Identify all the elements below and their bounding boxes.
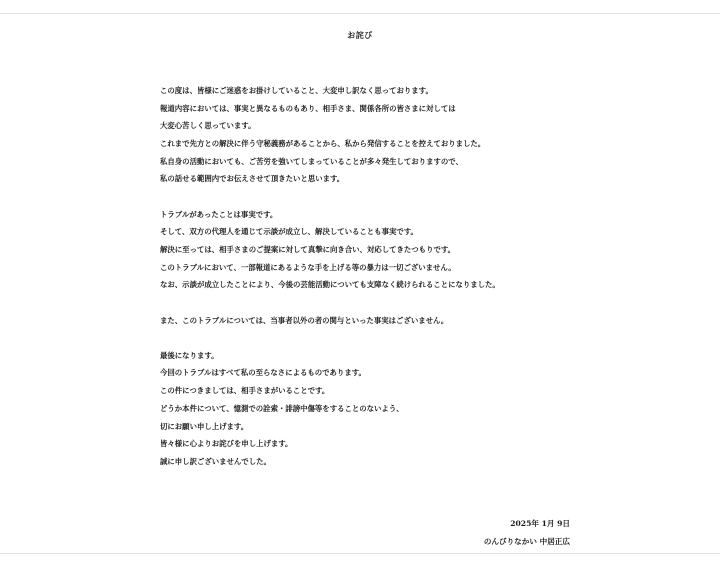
text-line: 解決に至っては、相手さまのご提案に対して真摯に向き合い、対応してきたつもりです。 bbox=[160, 245, 456, 254]
text-line: 今回のトラブルはすべて私の至らなさによるものであります。 bbox=[160, 368, 366, 378]
text-line: 私の話せる範囲内でお伝えさせて頂きたいと思います。 bbox=[160, 174, 345, 184]
text-line: 切にお願い申し上げます。 bbox=[160, 421, 249, 431]
text-line: 誠に申し訳ございませんでした。 bbox=[160, 456, 271, 466]
text-line: そして、双方の代理人を通じて示談が成立し、解決していることも事実です。 bbox=[160, 227, 418, 237]
text-line: 報道内容においては、事実と異なるものもあり、相手さま、関係各所の皆さまに対しては bbox=[160, 103, 456, 113]
text-line: なお、示談が成立したことにより、今後の芸能活動についても支障なく続けられることになりました。 bbox=[160, 280, 500, 290]
text-line: これまで先方との解決に伴う守秘義務があることから、私から発信することを控えておりました。 bbox=[160, 139, 486, 149]
text-line: この件につきましては、相手さまがいることです。 bbox=[160, 386, 330, 396]
text-line: 最後になります。 bbox=[160, 350, 219, 360]
paragraph-1 bbox=[160, 82, 590, 188]
paragraph-4 bbox=[160, 347, 590, 471]
text-line: どうか本件について、憶測での詮索・誹謗中傷等をすることのないよう、 bbox=[160, 403, 404, 413]
text-line: また、このトラブルについては、当事者以外の者の関与といった事実はございません。 bbox=[160, 315, 449, 325]
text-line: 私自身の活動においても、ご苦労を強いてしまっていることが多々発生しておりますので、 bbox=[160, 156, 463, 166]
signature-date: 2025年 1月 9日 bbox=[510, 519, 570, 528]
text-line: 大変心苦しく思っています。 bbox=[160, 121, 256, 131]
top-divider bbox=[0, 13, 720, 14]
bottom-divider bbox=[0, 553, 720, 554]
signature-name: のんびりなかい 中居正広 bbox=[483, 537, 570, 546]
text-line: 皆々様に心よりお詫びを申し上げます。 bbox=[160, 439, 293, 449]
paragraph-3 bbox=[160, 312, 590, 330]
page-title: お詫び bbox=[347, 30, 373, 40]
paragraph-2 bbox=[160, 206, 590, 294]
text-line: トラブルがあったことは事実です。 bbox=[160, 209, 278, 219]
text-line: このトラブルにおいて、一部報道にあるような手を上げる等の暴力は一切ございません。 bbox=[160, 262, 456, 272]
statement-body bbox=[160, 82, 590, 471]
text-line: この度は、皆様にご迷惑をお掛けしていること、大変申し訳なく思っております。 bbox=[160, 86, 433, 95]
